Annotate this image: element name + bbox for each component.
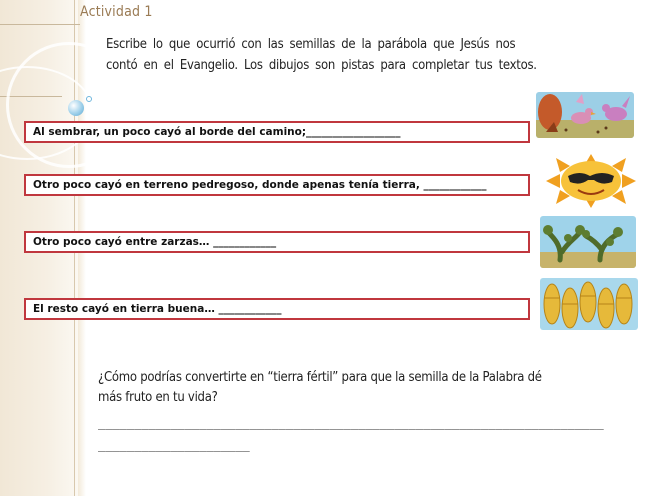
decorative-rule — [0, 24, 80, 25]
sentence-text: Otro poco cayó en terreno pedregoso, donde apenas tenía tierra, ____________ — [33, 179, 487, 191]
birds-eating-seeds-icon — [536, 92, 634, 138]
sentence-box-4[interactable] — [24, 298, 530, 320]
sentence-box-2[interactable] — [24, 174, 530, 196]
sentence-text: Al sembrar, un poco cayó al borde del camino;__________________ — [33, 126, 401, 138]
answer-line-2[interactable]: _____________________ — [98, 438, 250, 452]
sentence-box-1[interactable] — [24, 121, 530, 143]
answer-line-1[interactable]: ______________________________________________________________________ — [98, 416, 604, 430]
sentence-box-3[interactable] — [24, 231, 530, 253]
wheat-harvest-icon — [540, 278, 638, 330]
activity-instruction: Escribe lo que ocurrió con las semillas de la parábola que Jesús nos contó en el Evangelio. Los dibujos son pistas para completar tus textos. — [106, 37, 537, 73]
reflection-question: ¿Cómo podrías convertirte en “tierra fértil” para que la semilla de la Palabra dé más fruto en tu vida? — [98, 370, 542, 405]
decorative-bubble — [86, 96, 92, 102]
activity-title: Actividad 1 — [80, 4, 153, 20]
decorative-bubble — [68, 100, 84, 116]
sentence-text: El resto cayó en tierra buena… ____________ — [33, 303, 282, 315]
thorn-bushes-icon — [540, 216, 636, 268]
hot-sun-icon — [546, 154, 636, 208]
sentence-text: Otro poco cayó entre zarzas… ____________ — [33, 236, 277, 248]
